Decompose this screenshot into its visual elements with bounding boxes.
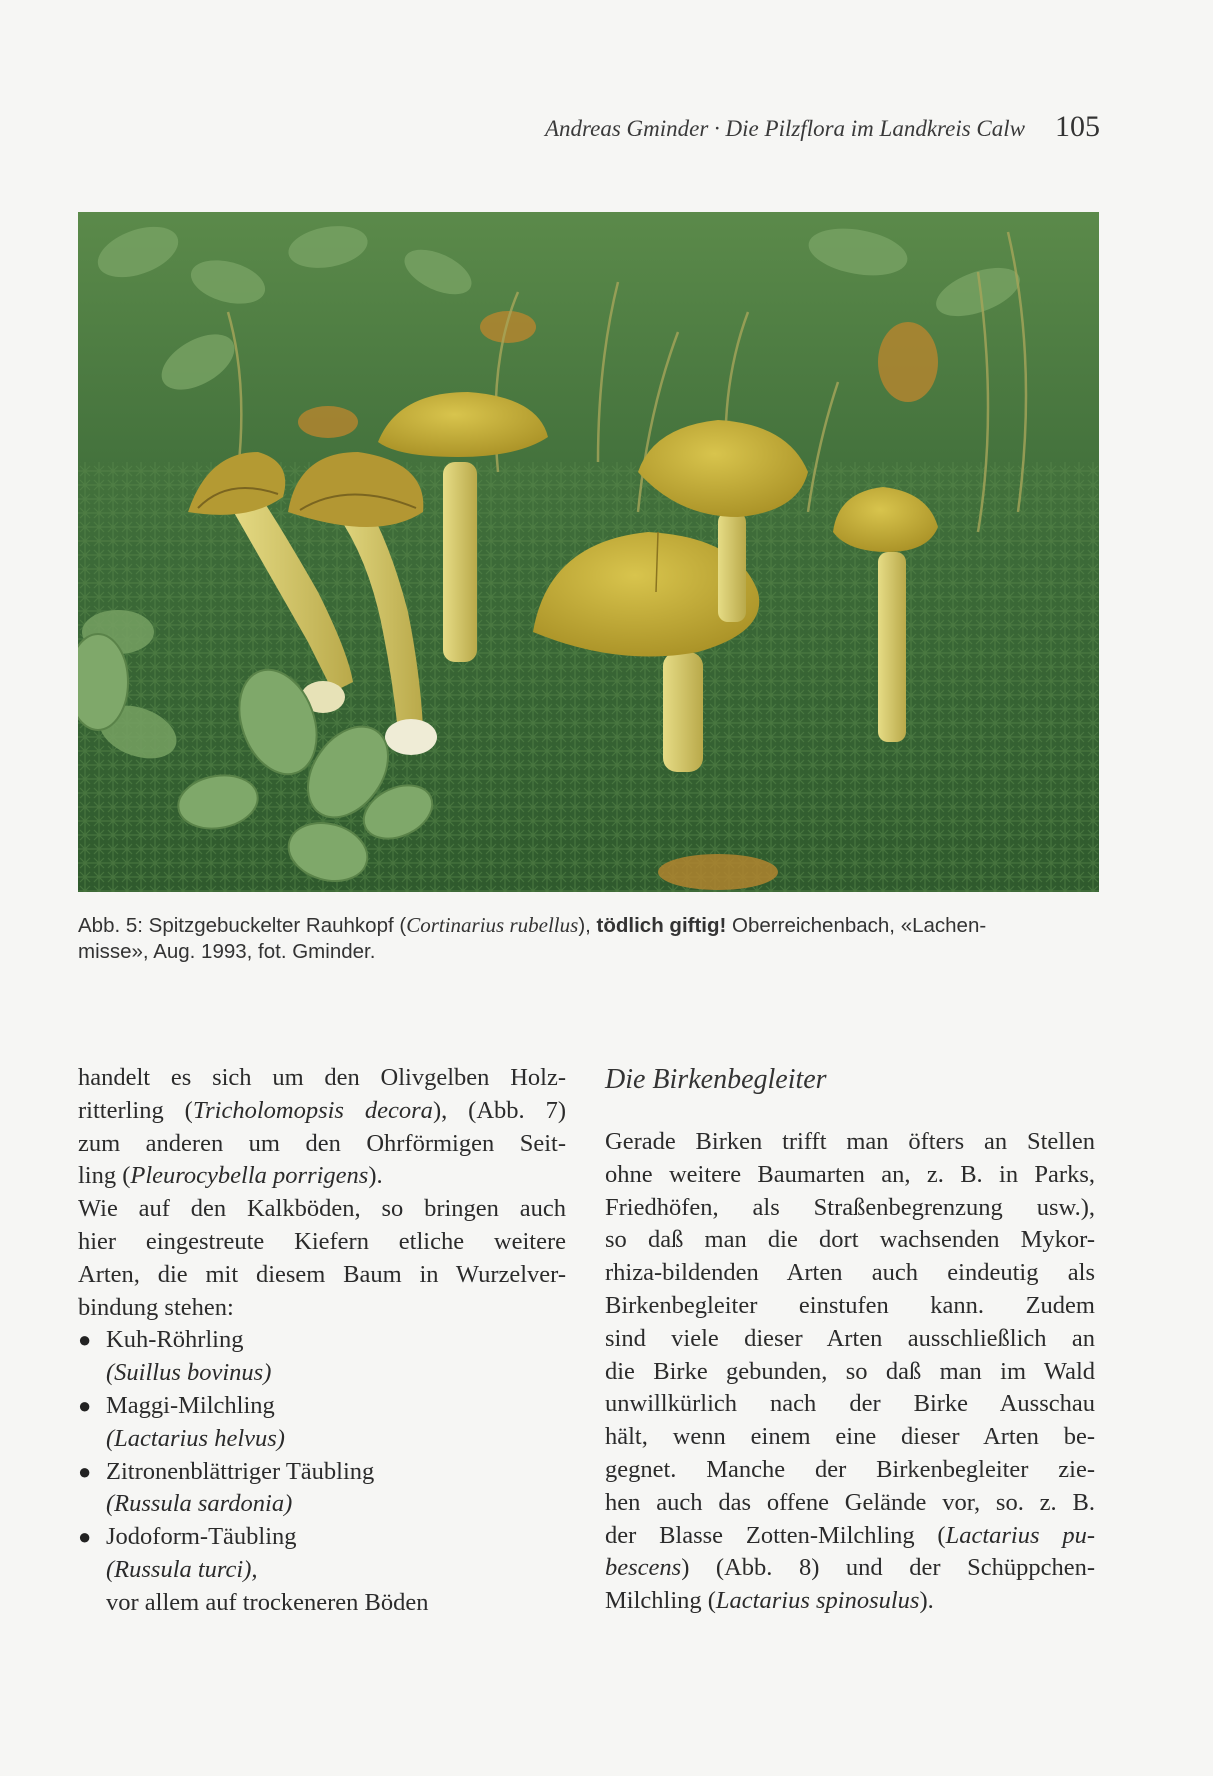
caption-mid: ),	[578, 914, 597, 937]
page-number: 105	[1055, 110, 1100, 143]
text-fragment: ritterling (	[78, 1096, 193, 1124]
text-fragment: ).	[919, 1587, 934, 1615]
bullet-latin-name: (Suillus bovinus)	[106, 1359, 272, 1387]
figure-caption	[78, 912, 1103, 965]
text-line: sind viele dieser Arten ausschließlich an	[605, 1324, 1095, 1352]
text-line	[78, 1095, 566, 1128]
bullet-latin-name: (Russula sardonia)	[106, 1490, 293, 1518]
text-line	[605, 1585, 1095, 1618]
text-fragment: ) (Abb. 8) und der Schüppchen-	[681, 1554, 1095, 1582]
text-line: so daß man die dort wachsenden Mykor-	[605, 1226, 1095, 1254]
bullet-dot-icon: ●	[78, 1392, 92, 1418]
caption-line-2: misse», Aug. 1993, fot. Gminder.	[78, 940, 376, 963]
bullet-latin-name: (Russula turci),	[106, 1555, 258, 1583]
mushroom-photo	[78, 212, 1099, 892]
caption-warning: tödlich giftig!	[596, 914, 727, 937]
text-line: Gerade Birken trifft man öfters an Stellen	[605, 1128, 1095, 1155]
text-fragment: der Blasse Zotten-Milchling (	[605, 1521, 946, 1549]
bullet-dot-icon: ●	[78, 1524, 92, 1550]
bullet-dot-icon: ●	[78, 1327, 92, 1353]
text-line: die Birke gebunden, so daß man im Wald	[605, 1357, 1095, 1385]
closing-line: vor allem auf trockeneren Böden	[106, 1588, 429, 1616]
bullet-item	[78, 1324, 566, 1357]
bullet-item	[78, 1456, 566, 1489]
bullet-species-name: Kuh-Röhrling	[106, 1326, 244, 1354]
latin-name: Lactarius spinosulus	[715, 1587, 920, 1615]
latin-name: bescens	[605, 1554, 682, 1582]
latin-name: Lactarius pu-	[945, 1521, 1095, 1549]
bullet-latin-name: (Lactarius helvus)	[106, 1424, 285, 1452]
text-line	[78, 1160, 566, 1193]
text-fragment: Milchling (	[605, 1587, 716, 1615]
caption-rest: Oberreichenbach, «Lachen-	[726, 914, 987, 937]
bullet-item	[78, 1390, 566, 1423]
text-line: bindung stehen:	[78, 1293, 234, 1321]
text-line: Arten, die mit diesem Baum in Wurzelver-	[78, 1260, 566, 1288]
mushroom-photo-illustration	[78, 212, 1099, 892]
text-line: Wie auf den Kalkböden, so bringen auch	[78, 1195, 566, 1223]
text-line: hält, wenn einem eine dieser Arten be-	[605, 1423, 1095, 1451]
bullet-species-name: Zitronenblättriger Täubling	[106, 1457, 375, 1485]
running-header	[460, 110, 1100, 144]
text-fragment: ).	[368, 1162, 383, 1190]
caption-species: Cortinarius rubellus	[406, 913, 579, 937]
text-line	[605, 1552, 1095, 1585]
text-line: unwillkürlich nach der Birke Ausschau	[605, 1390, 1095, 1418]
text-line	[605, 1520, 1095, 1553]
text-line: Friedhöfen, als Straßenbegrenzung usw.),	[605, 1193, 1095, 1221]
left-column	[78, 1062, 566, 1620]
text-line: Birkenbegleiter einstufen kann. Zudem	[605, 1291, 1095, 1319]
text-fragment: ), (Abb. 7)	[432, 1096, 566, 1124]
right-column	[605, 1062, 1095, 1618]
text-line: hen auch das offene Gelände vor, so. z. B.	[605, 1488, 1095, 1516]
bullet-dot-icon: ●	[78, 1458, 92, 1484]
text-line: rhiza-bildenden Arten auch eindeutig als	[605, 1259, 1095, 1287]
latin-name: Tricholomopsis decora	[192, 1096, 433, 1124]
bullet-species-name: Maggi-Milchling	[106, 1391, 275, 1419]
text-line: zum anderen um den Ohrförmigen Seit-	[78, 1129, 566, 1157]
caption-prefix: Abb. 5: Spitzgebuckelter Rauhkopf (	[78, 914, 407, 937]
section-heading: Die Birkenbegleiter	[605, 1064, 827, 1095]
bullet-item	[78, 1521, 566, 1554]
text-line: hier eingestreute Kiefern etliche weitere	[78, 1227, 566, 1255]
latin-name: Pleurocybella porrigens	[130, 1162, 369, 1190]
text-line: handelt es sich um den Olivgelben Holz-	[78, 1064, 566, 1091]
running-title: Andreas Gminder · Die Pilzflora im Landkreis Calw	[544, 116, 1025, 141]
bullet-species-name: Jodoform-Täubling	[106, 1523, 297, 1551]
text-fragment: ling (	[78, 1162, 131, 1190]
text-line: gegnet. Manche der Birkenbegleiter zie-	[605, 1455, 1095, 1483]
text-line: ohne weitere Baumarten an, z. B. in Parks,	[605, 1160, 1095, 1188]
